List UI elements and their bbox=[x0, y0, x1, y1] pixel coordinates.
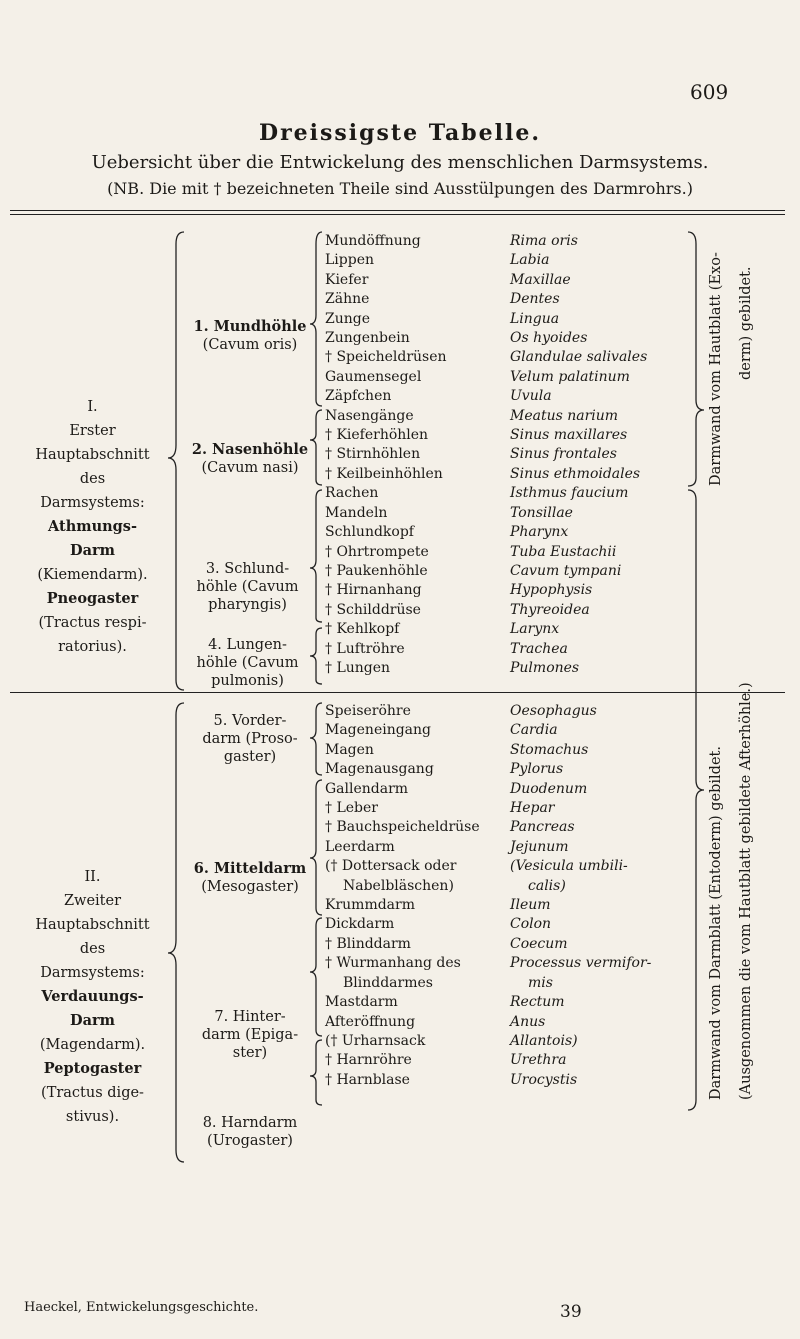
latin-term: Urethra bbox=[510, 1052, 567, 1069]
latin-term: Coecum bbox=[510, 935, 568, 952]
latin-term: Tuba Eustachii bbox=[510, 543, 617, 560]
term: † Leber bbox=[325, 800, 378, 817]
group3-brace bbox=[310, 490, 322, 622]
group-name-line: (Mesogaster) bbox=[201, 879, 299, 895]
latin-term: Labia bbox=[510, 252, 550, 269]
latin-term: Velum palatinum bbox=[510, 368, 630, 385]
part2-label-line: II. bbox=[84, 869, 101, 885]
footer-citation: Haeckel, Entwickelungsgeschichte. bbox=[24, 1300, 259, 1315]
term: † Stirnhöhlen bbox=[325, 446, 421, 463]
term: Lippen bbox=[325, 252, 374, 269]
part1-label-line: Darm bbox=[70, 542, 115, 559]
latin-term: Trachea bbox=[510, 640, 568, 657]
term: † Kieferhöhlen bbox=[325, 427, 429, 444]
part1-label-line: (Tractus respi- bbox=[38, 615, 147, 631]
latin-term: Glandulae salivales bbox=[510, 349, 648, 366]
latin-term: Sinus maxillares bbox=[510, 427, 628, 444]
part1-label-line: I. bbox=[87, 399, 98, 415]
term: † Paukenhöhle bbox=[325, 562, 428, 579]
term: Mundöffnung bbox=[325, 233, 421, 249]
group4-brace bbox=[310, 628, 322, 684]
term: Krummdarm bbox=[325, 897, 415, 914]
part1-label-line: ratorius). bbox=[58, 639, 127, 655]
latin-term: Ileum bbox=[510, 897, 551, 914]
term: † Bauchspeicheldrüse bbox=[325, 819, 480, 836]
group5-brace bbox=[310, 703, 322, 775]
latin-term: Cavum tympani bbox=[510, 562, 622, 579]
latin-term: Rima oris bbox=[510, 233, 578, 249]
term: Rachen bbox=[325, 485, 379, 502]
group-name-line: 8. Harndarm bbox=[202, 1115, 298, 1131]
latin-term: Lingua bbox=[510, 310, 560, 327]
latin-term: Duodenum bbox=[510, 780, 588, 797]
group-name-line: 6. Mitteldarm bbox=[193, 860, 307, 877]
latin-term: Uvula bbox=[510, 388, 552, 405]
page-number: 609 bbox=[690, 80, 729, 104]
latin-term: Processus vermifor- bbox=[510, 955, 652, 972]
latin-term: Urocystis bbox=[510, 1071, 578, 1088]
part2-label-line: des bbox=[79, 941, 106, 957]
part2-label-line: Verdauungs- bbox=[41, 988, 144, 1005]
latin-term: Maxillae bbox=[510, 271, 571, 288]
part2-label-line: Zweiter bbox=[63, 893, 122, 909]
part1-label-line: (Kiemendarm). bbox=[37, 567, 148, 583]
latin-term: Larynx bbox=[510, 621, 560, 638]
latin-term: Meatus narium bbox=[510, 407, 619, 424]
group-name-line: darm (Epiga- bbox=[201, 1027, 299, 1043]
latin-term: Hypophysis bbox=[510, 582, 593, 599]
term: Mageneingang bbox=[325, 722, 432, 739]
group-name-line: gaster) bbox=[223, 749, 277, 765]
group6-brace bbox=[310, 780, 322, 915]
latin-term: Thyreoidea bbox=[510, 601, 590, 618]
latin-term: Oesophagus bbox=[510, 703, 597, 719]
group-name-line: höhle (Cavum bbox=[196, 579, 299, 595]
term: † Wurmanhang des bbox=[325, 955, 461, 972]
latin-term: calis) bbox=[528, 877, 566, 894]
latin-term: Hepar bbox=[510, 800, 555, 817]
group-name-line: ster) bbox=[232, 1045, 268, 1061]
term: Kiefer bbox=[325, 271, 369, 288]
part1-brace bbox=[168, 232, 184, 690]
latin-term: Stomachus bbox=[510, 741, 589, 758]
latin-term: Dentes bbox=[510, 291, 560, 308]
term: Mandeln bbox=[325, 504, 388, 521]
part1-label-line: Erster bbox=[69, 423, 116, 439]
latin-term: mis bbox=[528, 974, 553, 991]
group-name-line: (Cavum oris) bbox=[202, 337, 298, 353]
latin-term: Cardia bbox=[510, 722, 558, 739]
right-brace-exoderm bbox=[688, 232, 704, 486]
part1-label-line: des bbox=[79, 471, 106, 487]
group-name-line: höhle (Cavum bbox=[196, 655, 299, 671]
right-brace-entoderm bbox=[688, 490, 704, 1110]
part1-label-line: Hauptabschnitt bbox=[35, 447, 150, 463]
term: Schlundkopf bbox=[325, 524, 414, 541]
side-note-exoderm-2: derm) gebildet. bbox=[738, 266, 754, 380]
latin-term: Sinus frontales bbox=[510, 446, 617, 463]
term: Zunge bbox=[325, 310, 371, 327]
term: † Harnblase bbox=[325, 1071, 410, 1088]
latin-term: Allantois) bbox=[510, 1032, 578, 1049]
part1-label-line: Darmsystems: bbox=[40, 495, 145, 511]
table-note: (NB. Die mit † bezeichneten Theile sind Ausstülpungen des Darmrohrs.) bbox=[107, 179, 693, 198]
term: † Blinddarm bbox=[325, 935, 411, 952]
term: Blinddarmes bbox=[343, 974, 433, 991]
group2-brace bbox=[310, 410, 322, 485]
part2-label-line: (Tractus dige- bbox=[41, 1085, 144, 1101]
part2-label-line: Peptogaster bbox=[43, 1060, 142, 1077]
group-name-line: 3. Schlund- bbox=[205, 561, 290, 577]
term: † Speicheldrüsen bbox=[325, 349, 447, 366]
term: † Lungen bbox=[325, 659, 391, 676]
term: Afteröffnung bbox=[325, 1013, 416, 1030]
term: † Ohrtrompete bbox=[325, 543, 429, 560]
latin-term: Rectum bbox=[510, 994, 565, 1011]
group-name-line: 2. Nasenhöhle bbox=[191, 441, 309, 458]
latin-term: Isthmus faucium bbox=[510, 485, 629, 502]
term: † Keilbeinhöhlen bbox=[325, 465, 443, 482]
term: Zäpfchen bbox=[325, 388, 392, 405]
term: Mastdarm bbox=[325, 994, 398, 1011]
table-subtitle: Uebersicht über die Entwickelung des menschlichen Darmsystems. bbox=[91, 152, 709, 173]
table-title: Dreissigste Tabelle. bbox=[258, 120, 541, 146]
group-name-line: pulmonis) bbox=[211, 673, 284, 689]
term: † Harnröhre bbox=[325, 1052, 412, 1069]
group-name-line: darm (Proso- bbox=[202, 731, 298, 747]
term: Speiseröhre bbox=[325, 703, 411, 719]
part2-label-line: Darmsystems: bbox=[40, 965, 145, 981]
group8-brace bbox=[310, 1040, 322, 1105]
term: Gallendarm bbox=[325, 780, 409, 797]
term: † Kehlkopf bbox=[325, 621, 400, 638]
term: († Urharnsack bbox=[325, 1032, 426, 1049]
term: Dickdarm bbox=[325, 916, 395, 933]
group-name-line: pharyngis) bbox=[208, 597, 287, 613]
group-name-line: (Urogaster) bbox=[207, 1133, 293, 1149]
part1-label-line: Athmungs- bbox=[48, 518, 137, 535]
side-note-entoderm-1: Darmwand vom Darmblatt (Entoderm) gebildet. bbox=[708, 746, 724, 1100]
latin-term: Os hyoides bbox=[510, 330, 588, 347]
latin-term: Anus bbox=[510, 1013, 546, 1030]
term: Leerdarm bbox=[325, 838, 395, 855]
term: † Luftröhre bbox=[325, 640, 405, 657]
term: Magen bbox=[325, 741, 374, 758]
term: († Dottersack oder bbox=[325, 858, 457, 875]
part2-brace bbox=[168, 703, 184, 1162]
group-name-line: 5. Vorder- bbox=[213, 713, 287, 729]
group-name-line: 7. Hinter- bbox=[214, 1009, 286, 1025]
group1-brace bbox=[310, 232, 322, 406]
part1-label-line: Pneogaster bbox=[46, 590, 139, 607]
term: † Schilddrüse bbox=[325, 601, 421, 618]
signature-mark: 39 bbox=[560, 1302, 582, 1322]
term: † Hirnanhang bbox=[325, 582, 422, 599]
latin-term: Pancreas bbox=[510, 819, 575, 836]
latin-term: Pulmones bbox=[510, 659, 580, 676]
term: Zähne bbox=[325, 291, 370, 308]
group7-brace bbox=[310, 918, 322, 1036]
term: Zungenbein bbox=[325, 330, 410, 347]
group-name-line: (Cavum nasi) bbox=[201, 460, 299, 476]
latin-term: Pylorus bbox=[510, 761, 564, 778]
term: Magenausgang bbox=[325, 761, 434, 778]
group-name-line: 1. Mundhöhle bbox=[193, 318, 307, 335]
side-note-entoderm-2: (Ausgenommen die vom Hautblatt gebildete Afterhöhle.) bbox=[738, 682, 754, 1100]
group-name-line: 4. Lungen- bbox=[208, 637, 287, 653]
latin-term: Pharynx bbox=[510, 524, 569, 541]
latin-term: (Vesicula umbili- bbox=[510, 858, 628, 875]
side-note-exoderm-1: Darmwand vom Hautblatt (Exo- bbox=[708, 252, 724, 486]
latin-term: Sinus ethmoidales bbox=[510, 465, 641, 482]
latin-term: Tonsillae bbox=[510, 504, 573, 521]
term: Nasengänge bbox=[325, 407, 414, 424]
part2-label-line: (Magendarm). bbox=[39, 1037, 146, 1053]
term: Nabelbläschen) bbox=[343, 877, 454, 894]
part2-label-line: Darm bbox=[70, 1012, 115, 1029]
part2-label-line: Hauptabschnitt bbox=[35, 917, 150, 933]
latin-term: Jejunum bbox=[510, 838, 569, 855]
term: Gaumensegel bbox=[325, 368, 422, 385]
latin-term: Colon bbox=[510, 916, 552, 933]
part2-label-line: stivus). bbox=[65, 1109, 120, 1125]
